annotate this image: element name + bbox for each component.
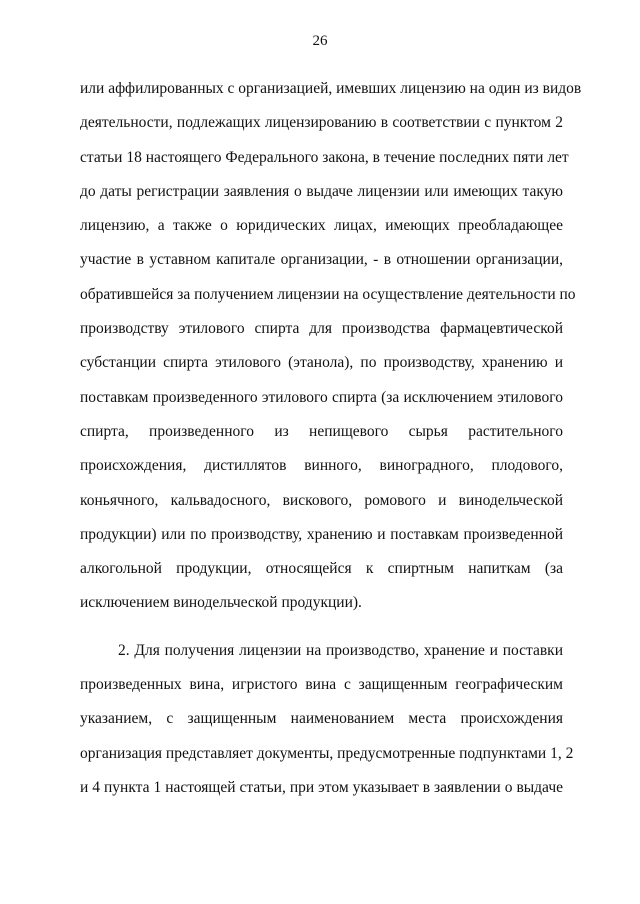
text-line: субстанции спирта этилового (этанола), по производству, хранению и (80, 354, 563, 372)
text-line: алкогольной продукции, относящейся к спиртным напиткам (за (80, 560, 563, 578)
text-line: деятельности, подлежащих лицензированию в соответствии с пунктом 2 (80, 114, 563, 132)
paragraph-2 (80, 634, 574, 805)
document-body (80, 72, 582, 805)
text-line: лицензию, а также о юридических лицах, имеющих преобладающее (80, 217, 563, 235)
text-line: спирта, произведенного из непищевого сырья растительного (80, 422, 563, 440)
text-line: и 4 пункта 1 настоящей статьи, при этом указывает в заявлении о выдаче (80, 778, 563, 796)
page-number: 26 (312, 33, 328, 49)
text-line: произведенных вина, игристого вина с защищенным географическим (80, 676, 563, 694)
text-line: 2. Для получения лицензии на производство, хранение и поставки (118, 641, 563, 659)
text-line: указанием, с защищенным наименованием места происхождения (80, 710, 563, 728)
text-line: обратившейся за получением лицензии на осуществление деятельности по (80, 285, 576, 303)
text-line: исключением винодельческой продукции). (80, 594, 362, 612)
text-line: до даты регистрации заявления о выдаче лицензии или имеющих такую (80, 182, 563, 200)
text-line: продукции) или по производству, хранению и поставкам произведенной (80, 525, 563, 543)
text-line: производству этилового спирта для производства фармацевтической (80, 320, 563, 338)
text-line: организация представляет документы, предусмотренные подпунктами 1, 2 (80, 744, 574, 762)
text-line: или аффилированных с организацией, имевших лицензию на один из видов (80, 80, 582, 97)
text-line: участие в уставном капитале организации, - в отношении организации, (80, 251, 563, 269)
text-line: коньячного, кальвадосного, вискового, ромового и винодельческой (80, 491, 563, 509)
paragraph-1 (80, 72, 582, 621)
text-line: поставкам произведенного этилового спирта (за исключением этилового (80, 388, 563, 406)
paragraph-gap (80, 621, 563, 634)
text-line: происхождения, дистиллятов винного, виноградного, плодового, (80, 457, 563, 475)
text-line: статьи 18 настоящего Федерального закона, в течение последних пяти лет (80, 148, 569, 166)
